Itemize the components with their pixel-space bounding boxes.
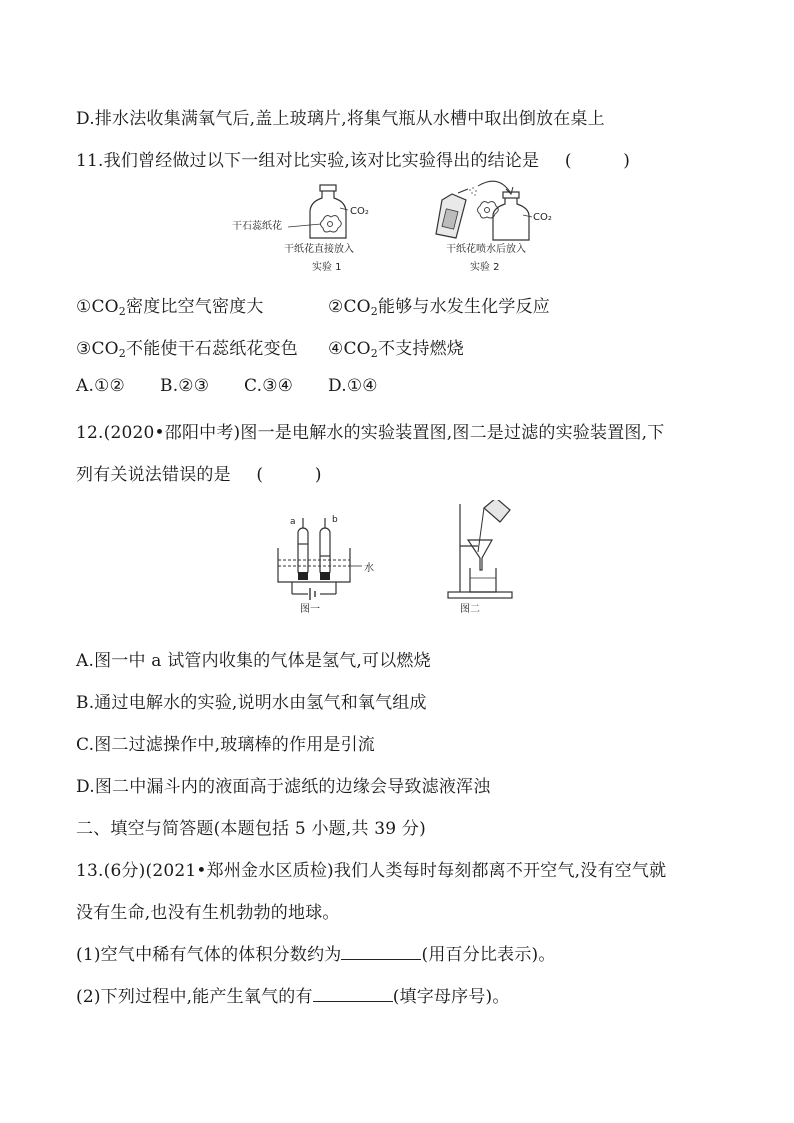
q13-sub-1	[76, 940, 556, 965]
arrow-curve	[478, 181, 510, 192]
q13-sub-1-prompt: (1)空气中稀有气体的体积分数约为	[76, 945, 342, 965]
q12-answer-paren: ( )	[256, 465, 322, 485]
exp1-flower-label: 干石蕊纸花	[232, 221, 282, 232]
tube-b-label: b	[332, 515, 338, 525]
q11-statement-row-2	[76, 334, 464, 360]
exp1-flower-icon	[321, 216, 342, 232]
q11-statement-4: $④CO_2$不支持燃烧	[328, 339, 464, 360]
q12-stem-text: 列有关说法错误的是	[76, 465, 231, 485]
electrolysis-apparatus	[278, 518, 362, 600]
q11-stem	[76, 146, 630, 171]
q13-sub-2-hint: (填字母序号)。	[392, 987, 510, 1007]
q11-answer-paren: ( )	[564, 151, 631, 171]
figure-1-caption: 图一	[300, 604, 320, 615]
q11-statement-row-1	[76, 292, 550, 318]
q10-option-d: D.排水法收集满氧气后,盖上玻璃片,将集气瓶从水槽中取出倒放在桌上	[76, 109, 605, 129]
electrode-a	[298, 572, 308, 580]
exp2-title: 实验 2	[470, 262, 500, 273]
q11-statement-1: $①CO_2$密度比空气密度大	[76, 297, 264, 318]
q12-stem-line-1: 12.(2020•邵阳中考)图一是电解水的实验装置图,图二是过滤的实验装置图,下	[76, 423, 665, 443]
exp1-gas-label: CO₂	[350, 206, 369, 217]
section-2-title: 二、填空与简答题(本题包括 5 小题,共 39 分)	[76, 819, 426, 839]
q13-line-1: 13.(6分)(2021•郑州金水区质检)我们人类每时每刻都离不开空气,没有空气就	[76, 861, 667, 881]
figure-2-caption: 图二	[460, 604, 480, 615]
exp1-caption: 干纸花直接放入	[284, 244, 354, 255]
q13-sub-1-hint: (用百分比表示)。	[421, 945, 556, 965]
filtration-apparatus	[448, 500, 512, 598]
exp1-title: 实验 1	[312, 262, 342, 273]
q11-experiment-figure	[230, 180, 570, 280]
q12-apparatus-figure	[270, 500, 540, 618]
electrode-b	[320, 572, 330, 580]
q11-option-d: D.①④	[328, 376, 378, 396]
exp2-caption: 干纸花喷水后放入	[446, 244, 526, 255]
q11-statement-2: $②CO_2$能够与水发生化学反应	[328, 297, 550, 318]
q12-option-c: C.图二过滤操作中,玻璃棒的作用是引流	[76, 735, 376, 755]
q12-option-b: B.通过电解水的实验,说明水由氢气和氧气组成	[76, 693, 427, 713]
exp2-bottle	[493, 192, 529, 240]
water-label: 水	[364, 563, 374, 574]
q13-sub-2-prompt: (2)下列过程中,能产生氧气的有	[76, 987, 313, 1007]
q13-sub-2-blank[interactable]	[313, 987, 393, 1002]
q12-option-a: A.图一中 a 试管内收集的气体是氢气,可以燃烧	[76, 651, 431, 671]
exp1-bottle	[310, 185, 346, 238]
q12-option-d: D.图二中漏斗内的液面高于滤纸的边缘会导致滤液浑浊	[76, 777, 491, 797]
q12-stem-line-2	[76, 460, 322, 485]
q13-sub-2	[76, 982, 510, 1007]
q13-sub-1-blank[interactable]	[341, 945, 421, 960]
exp2-gas-label: CO₂	[533, 212, 552, 223]
q11-option-b: B.②③	[160, 376, 210, 396]
q11-option-c: C.③④	[244, 376, 294, 396]
q11-statement-3: $③CO_2$不能使干石蕊纸花变色	[76, 339, 298, 360]
q13-line-2: 没有生命,也没有生机勃勃的地球。	[76, 903, 340, 923]
q11-option-a: A.①②	[76, 376, 125, 396]
mist-dots-icon	[469, 187, 477, 196]
spray-bottle-icon	[436, 189, 468, 238]
q11-stem-text: 11.我们曾经做过以下一组对比实验,该对比实验得出的结论是	[76, 151, 540, 171]
tube-a-label: a	[290, 517, 296, 527]
